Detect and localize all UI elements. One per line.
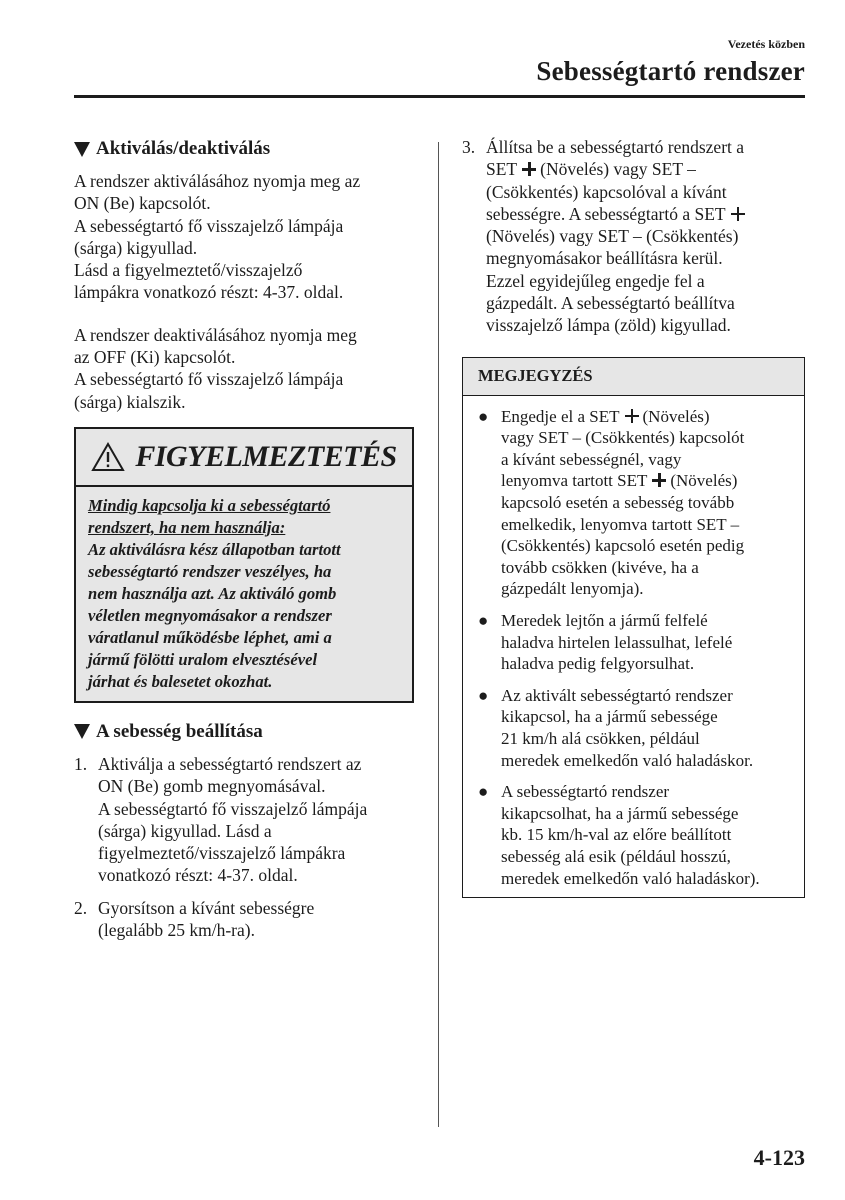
text-line: kikapcsol, ha a jármű sebessége — [501, 707, 718, 727]
activation-heading — [74, 136, 414, 162]
list-item — [475, 781, 796, 889]
text-line: kapcsoló esetén a sebesség tovább — [501, 493, 735, 513]
text-line: haladva hirtelen lelassulhat, lefelé — [501, 632, 733, 652]
text-line: (legalább 25 km/h-ra). — [98, 920, 255, 941]
text-line: Az aktivált sebességtartó rendszer — [501, 685, 733, 705]
text-line: SET (Növelés) vagy SET – — [486, 159, 696, 180]
warning-header — [76, 429, 412, 487]
text-line: meredek emelkedőn való haladáskor. — [501, 750, 754, 770]
text-line: (sárga) kigyullad. Lásd a — [98, 820, 272, 841]
text-line: emelkedik, lenyomva tartott SET – — [501, 514, 740, 534]
note-box — [462, 357, 805, 898]
text-line: Állítsa be a sebességtartó rendszert a — [486, 137, 745, 157]
text-line: A sebességtartó fő visszajelző lámpája — [98, 798, 368, 819]
warning-underlined-line: rendszert, ha nem használja: — [88, 517, 286, 537]
section-title: Vezetés közben — [727, 37, 805, 51]
text-line: visszajelző lámpa (zöld) kigyullad. — [486, 315, 731, 336]
text-line: (Növelés) vagy SET – (Csökkentés) — [486, 226, 739, 247]
text-line: A sebességtartó fő visszajelző lámpája — [74, 369, 344, 390]
header-rule — [74, 95, 805, 98]
text-line: az OFF (Ki) kapcsolót. — [74, 347, 236, 368]
list-item — [475, 685, 796, 771]
text-line: (Csökkentés) kapcsolóval a kívánt — [486, 181, 727, 202]
page-number: 4-123 — [753, 1145, 805, 1170]
warning-triangle-icon — [91, 442, 125, 472]
text-line: Meredek lejtőn a jármű felfelé — [501, 611, 708, 631]
note-list — [463, 396, 804, 897]
bullet-icon: ● — [478, 406, 489, 426]
warning-line: járhat és balesetet okozhat. — [88, 671, 273, 691]
left-column — [74, 136, 414, 941]
plus-icon — [522, 162, 536, 176]
page-title: Sebességtartó rendszer — [536, 56, 805, 86]
text-line: (sárga) kialszik. — [74, 391, 186, 412]
text-line: Aktiválja a sebességtartó rendszert az — [98, 753, 362, 774]
activation-paragraph-1 — [74, 170, 414, 304]
speed-steps — [74, 753, 414, 941]
text-line: gázpedált. A sebességtartó beállítva — [486, 293, 735, 314]
note-title: MEGJEGYZÉS — [463, 358, 804, 396]
text-line: Lásd a figyelmeztető/visszajelző — [74, 260, 303, 281]
warning-line: sebességtartó rendszer veszélyes, ha — [88, 561, 332, 581]
list-item — [475, 406, 796, 600]
right-column — [462, 136, 805, 898]
warning-line: nem használja azt. Az aktiváló gomb — [88, 583, 337, 603]
text-line: haladva pedig felgyorsulhat. — [501, 654, 695, 674]
warning-title: FIGYELMEZTETÉS — [135, 439, 397, 473]
warning-box — [74, 427, 414, 703]
text-line: Gyorsítson a kívánt sebességre — [98, 897, 315, 918]
text-line: vagy SET – (Csökkentés) kapcsolót — [501, 428, 745, 448]
step-number: 1. — [74, 753, 88, 774]
text-line: megnyomásakor beállításra kerül. — [486, 248, 723, 269]
text-line: vonatkozó részt: 4-37. oldal. — [98, 865, 298, 886]
warning-line: váratlanul működésbe léphet, ami a — [88, 627, 332, 647]
text-line: gázpedált lenyomja). — [501, 579, 644, 599]
text-line: 21 km/h alá csökken, például — [501, 728, 700, 748]
column-divider — [438, 142, 439, 1127]
warning-line: Az aktiválásra kész állapotban tartott — [88, 539, 341, 559]
bullet-icon: ● — [478, 685, 489, 705]
text-line: sebesség alá esik (például hosszú, — [501, 846, 731, 866]
text-line: kb. 15 km/h-val az előre beállított — [501, 825, 732, 845]
list-item — [475, 610, 796, 675]
step-number: 3. — [462, 137, 476, 157]
text-line: kikapcsolhat, ha a jármű sebessége — [501, 803, 739, 823]
text-line: figyelmeztető/visszajelző lámpákra — [98, 843, 346, 864]
speed-steps-continued — [462, 136, 805, 337]
step-number: 2. — [74, 897, 88, 918]
plus-icon — [652, 473, 666, 487]
triangle-marker-icon — [74, 142, 90, 157]
text-line: tovább csökken (kivéve, ha a — [501, 557, 699, 577]
warning-underlined-line: Mindig kapcsolja ki a sebességtartó — [88, 495, 331, 515]
text-line: A rendszer aktiválásához nyomja meg az — [74, 171, 361, 191]
text-line: meredek emelkedőn való haladáskor). — [501, 868, 760, 888]
text-line: sebességre. A sebességtartó a SET — [486, 203, 805, 225]
text-line: lenyomva tartott SET (Növelés) — [501, 471, 738, 491]
plus-icon — [625, 409, 639, 423]
text-line: (Csökkentés) kapcsoló esetén pedig — [501, 536, 745, 556]
plus-icon — [731, 207, 745, 221]
speed-heading-text: A sebesség beállítása — [96, 720, 263, 742]
text-line: a kívánt sebességnél, vagy — [501, 449, 682, 469]
triangle-marker-icon — [74, 724, 90, 739]
warning-line: jármű fölötti uralom elvesztésével — [88, 649, 318, 669]
list-item — [74, 897, 414, 942]
text-line: A sebességtartó rendszer — [501, 782, 670, 802]
text-line: lámpákra vonatkozó részt: 4-37. oldal. — [74, 282, 344, 303]
warning-text — [76, 487, 412, 701]
text-line: Ezzel egyidejűleg engedje fel a — [486, 270, 705, 291]
text-line: A sebességtartó fő visszajelző lámpája — [74, 215, 344, 236]
text-line: ON (Be) kapcsolót. — [74, 193, 211, 214]
bullet-icon: ● — [478, 611, 489, 631]
activation-paragraph-2 — [74, 324, 414, 413]
text-line: A rendszer deaktiválásához nyomja meg — [74, 324, 357, 345]
warning-line: véletlen megnyomásakor a rendszer — [88, 605, 332, 625]
text-line: ON (Be) gomb megnyomásával. — [98, 776, 326, 797]
speed-heading — [74, 719, 414, 745]
text-line: (sárga) kigyullad. — [74, 237, 198, 258]
bullet-icon: ● — [478, 782, 489, 802]
text-line: Engedje el a SET (Növelés) — [501, 406, 710, 426]
list-item — [462, 136, 805, 337]
list-item — [74, 753, 414, 887]
activation-heading-text: Aktiválás/deaktiválás — [96, 138, 271, 159]
